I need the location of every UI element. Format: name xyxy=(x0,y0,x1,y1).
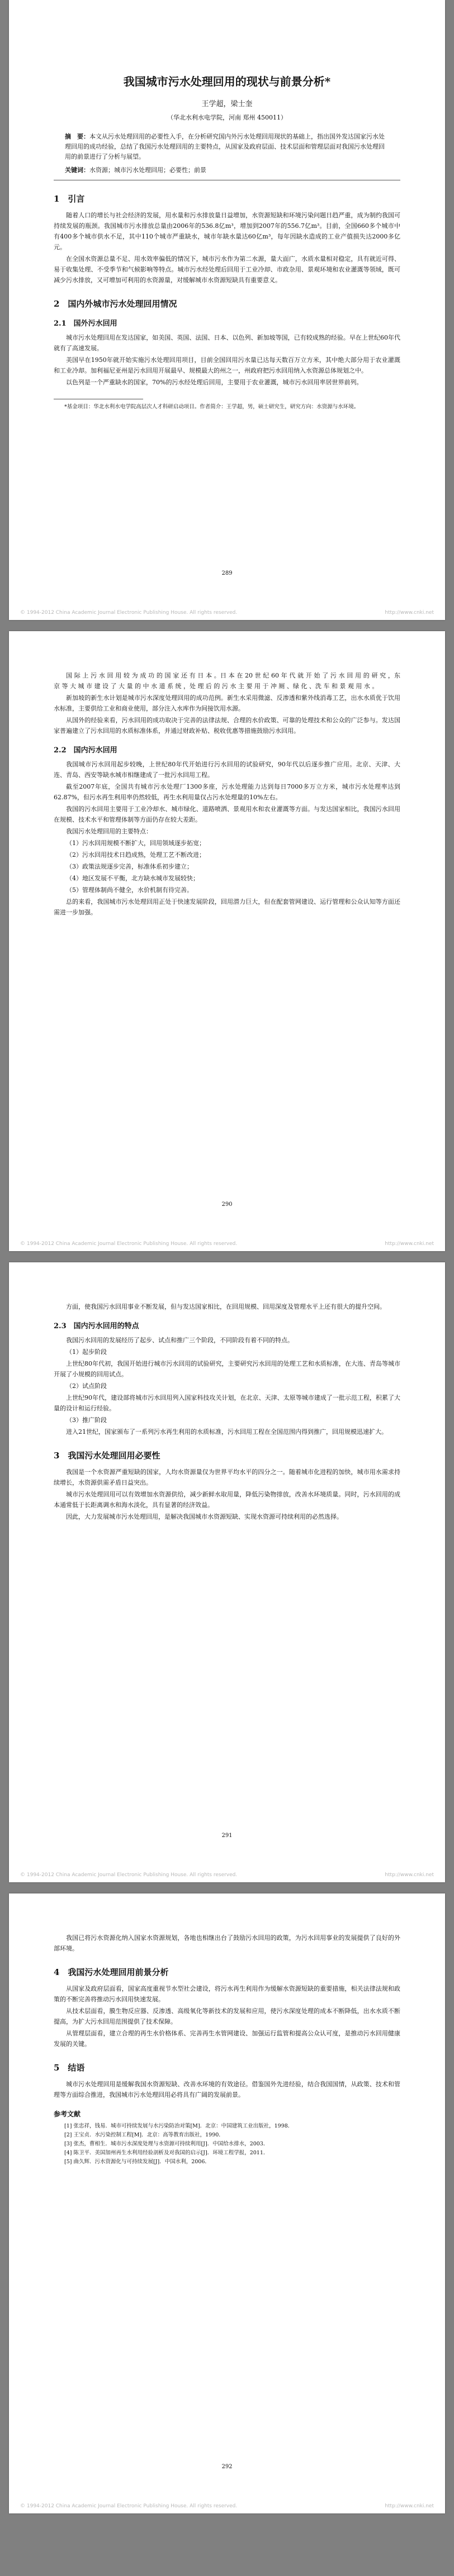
paper-authors: 王学超，梁士奎 xyxy=(201,100,253,108)
reference-item: [2] 王宝贞．水污染控制工程[M]．北京：高等教育出版社，1990． xyxy=(64,2132,224,2138)
subheading: （2）试点阶段 xyxy=(66,1382,107,1390)
watermark xyxy=(20,1241,434,1247)
watermark xyxy=(20,2503,434,2509)
section-4-heading: 4 我国污水处理回用前景分析 xyxy=(54,1967,169,1977)
paragraph: 我国城市污水回用起步较晚，上世纪80年代开始进行污水回用的试验研究，90年代以后逐步推广应用。北京、天津、大连、青岛、西安等缺水城市相继建成了一批污水回用工程。 xyxy=(54,761,400,779)
watermark-url: http://www.cnki.net xyxy=(385,2503,434,2509)
watermark xyxy=(20,610,434,616)
paragraph: 方面，使我国污水回用事业不断发展，但与发达国家相比，在回用规模、回用深度及管理水平上还有很大的提升空间。 xyxy=(66,1303,386,1310)
abstract-text: 本文从污水处理回用的必要性入手，在分析研究国内外污水处理回用现状的基础上，指出国外发达国家污水处理回用的成功经验，总结了我国污水处理回用的主要特点，从国家及政府层面、技术层面和管理层面对我国污水处理回用的前景进行了分析与展望。 xyxy=(65,133,385,160)
paragraph: 从国家及政府层面看，国家高度重视节水型社会建设，将污水再生利用作为缓解水资源短缺的重要措施，相关法律法规和政策的不断完善将推动污水回用快速发展。 xyxy=(54,1985,400,2003)
paragraph: 总的来看，我国城市污水处理回用正处于快速发展阶段，回用潜力巨大，但在配套管网建设、运行管理和公众认知等方面还需进一步加强。 xyxy=(54,898,400,916)
watermark-url: http://www.cnki.net xyxy=(385,610,434,616)
section-5-heading: 5 结语 xyxy=(54,2063,85,2073)
keywords-label: 关键词： xyxy=(65,166,89,174)
paragraph: 在全国水资源总量不足、用水效率偏低的情况下，城市污水作为第二水源，量大面广，水质水量相对稳定，具有就近可得、易于收集处理、不受季节和气候影响等特点。城市污水经处理后回用于工业冷却、市政杂用、景观环境和农业灌溉等领域，既可减少污水排放，又可增加可利用的水资源量，对缓解城市水资源短缺具有重要意义。 xyxy=(54,255,400,284)
paragraph: 以色列是一个严重缺水的国家，70%的污水经处理后回用，主要用于农业灌溉，城市污水回用率居世界前列。 xyxy=(66,379,363,386)
paragraph: 从国外的经验来看，污水回用的成功取决于完善的法律法规、合理的水价政策、可靠的处理技术和公众的广泛参与。发达国家普遍建立了污水回用的水质标准体系，并通过财政补贴、税收优惠等措施鼓励污水回用。 xyxy=(54,717,400,734)
watermark-url: http://www.cnki.net xyxy=(385,1872,434,1878)
section-2-1-heading: 2.1 国外污水回用 xyxy=(54,319,117,328)
list-heading: 我国污水处理回用的主要特点： xyxy=(66,828,152,835)
page-4 xyxy=(9,1893,445,2513)
paragraph: 从管理层面看，建立合理的再生水价格体系、完善再生水管网建设、加强运行监管和提高公众认可度，是推动污水回用健康发展的关键。 xyxy=(54,2030,400,2048)
page-2 xyxy=(9,631,445,1251)
reference-item: [5] 曲久辉．污水资源化与可持续发展[J]．中国水利，2006． xyxy=(64,2159,210,2165)
watermark-copyright: © 1994-2012 China Academic Journal Electronic Publishing House. All rights reserved. xyxy=(20,1241,238,1247)
page-1 xyxy=(9,0,445,620)
paragraph: 我国是一个水资源严重短缺的国家，人均水资源量仅为世界平均水平的四分之一。随着城市化进程的加快，城市用水需求持续增长，水资源供需矛盾日益突出。 xyxy=(54,1468,400,1486)
keywords xyxy=(65,165,389,175)
page-number: 292 xyxy=(221,2464,233,2470)
paragraph: 进入21世纪，国家颁布了一系列污水再生利用的水质标准，污水回用工程在全国范围内得到推广，回用规模迅速扩大。 xyxy=(66,1428,387,1435)
paper-title: 我国城市污水处理回用的现状与前景分析* xyxy=(123,75,331,88)
keywords-text: 水资源；城市污水处理回用；必要性；前景 xyxy=(89,166,206,174)
list-item: （4）地区发展不平衡，北方缺水城市发展较快； xyxy=(66,875,199,882)
watermark-copyright: © 1994-2012 China Academic Journal Electronic Publishing House. All rights reserved. xyxy=(20,2503,238,2509)
paragraph: 截至2007年底，全国共有城市污水处理厂1300多座，污水处理能力达到每日7000多万立方米，城市污水处理率达到62.87%，但污水再生利用率仍然较低，再生水利用量仅占污水处理量的10%左右。 xyxy=(54,783,400,801)
list-item: （1）污水回用规模不断扩大，回用领域逐步拓宽； xyxy=(66,839,205,847)
subheading: （1）起步阶段 xyxy=(66,1348,107,1356)
subheading: （3）推广阶段 xyxy=(66,1416,107,1424)
paragraph: 从技术层面看，膜生物反应器、反渗透、高级氧化等新技术的发展和应用，使污水深度处理的成本不断降低，出水水质不断提高，为扩大污水回用范围提供了技术保障。 xyxy=(54,2007,400,2025)
page-number: 289 xyxy=(221,570,233,576)
list-item: （2）污水回用技术日趋成熟，处理工艺不断改进； xyxy=(66,851,205,858)
page-3 xyxy=(9,1262,445,1882)
paragraph: 新加坡的新生水计划是城市污水深度处理回用的成功范例。新生水采用微滤、反渗透和紫外线消毒工艺，出水水质优于饮用水标准，主要供给工业和商业使用，部分注入水库作为间接饮用水源。 xyxy=(54,694,400,712)
paragraph: 城市污水处理回用在发达国家，如美国、英国、法国、日本、以色列、新加坡等国，已有较成熟的经验。早在上世纪60年代就有了高速发展。 xyxy=(54,334,400,352)
section-2-2-heading: 2.2 国内污水回用 xyxy=(54,746,117,755)
paragraph: 我国的污水回用主要用于工业冷却水、城市绿化、道路喷洒、景观用水和农业灌溉等方面。与发达国家相比，我国污水回用在规模、技术水平和管理体制等方面仍存在较大差距。 xyxy=(54,805,400,823)
abstract-label: 摘 要： xyxy=(65,133,89,140)
footnote: *基金项目：华北水利水电学院高层次人才科研启动项目。作者简介：王学超，男，硕士研究生，研究方向：水资源与水环境。 xyxy=(64,404,360,410)
paragraph: 美国早在1950年就开始实施污水处理回用项目，目前全国回用污水量已达每天数百万立方米，其中绝大部分用于农业灌溉和工业冷却。加利福尼亚州是污水回用开展最早、规模最大的州之一，州政府把污水回用纳入水资源总体规划之中。 xyxy=(54,356,400,374)
paragraph: 上世纪80年代初，我国开始进行城市污水回用的试验研究，主要研究污水回用的处理工艺和水质标准，在大连、青岛等城市开展了小规模的回用试点。 xyxy=(54,1360,400,1378)
watermark-url: http://www.cnki.net xyxy=(385,1241,434,1247)
paragraph: 国 际 上 污 水 回 用 较 为 成 功 的 国 家 还 有 日 本 。日 本 在 20 世 纪 60 年 代 就 开 始 了 污 水 回 用 的 研 究 ，东 京 等 大 城 市 建 设 了 大 量 的 中 水 道 系 统 ，处 理 后 的 污 水 主 要 用 于 冲 厕 、绿 化 、洗 车 和 景 观 用 水 。 xyxy=(54,672,400,690)
paragraph: 上世纪90年代，建设部将城市污水回用列入国家科技攻关计划，在北京、天津、太原等城市建成了一批示范工程，积累了大量的设计和运行经验。 xyxy=(54,1394,400,1412)
paragraph: 我国污水回用的发展经历了起步、试点和推广三个阶段，不同阶段有着不同的特点。 xyxy=(66,1337,294,1344)
paragraph: 随着人口的增长与社会经济的发展，用水量和污水排放量日益增加，水资源短缺和环境污染问题日趋严重，成为制约我国可持续发展的瓶颈。我国城市污水排放总量由2006年的536.8亿m³，增加到2007年的556.7亿m³。目前，全国660多个城市中有400多个城市供水不足，其中110个城市严重缺水，城市年缺水量达60亿m³，每年因缺水造成的工业产值损失达2000多亿元。 xyxy=(54,212,400,251)
reference-item: [1] 张忠祥，钱易．城市可持续发展与水污染防治对策[M]．北京：中国建筑工业出版社，1998． xyxy=(64,2123,294,2129)
section-2-heading: 2 国内外城市污水处理回用情况 xyxy=(54,299,177,309)
section-3-heading: 3 我国污水处理回用必要性 xyxy=(54,1451,160,1461)
paragraph: 因此，大力发展城市污水处理回用，是解决我国城市水资源短缺、实现水资源可持续利用的必然选择。 xyxy=(66,1513,343,1520)
paragraph: 城市污水处理回用是缓解我国水资源短缺、改善水环境的有效途径。借鉴国外先进经验，结合我国国情，从政策、技术和管理等方面综合推进，我国城市污水处理回用必将具有广阔的发展前景。 xyxy=(54,2081,400,2098)
page-number: 290 xyxy=(221,1201,233,1208)
watermark-copyright: © 1994-2012 China Academic Journal Electronic Publishing House. All rights reserved. xyxy=(20,610,238,616)
paragraph: 城市污水处理回用可以有效增加水资源供给，减少新鲜水取用量，降低污染物排放，改善水环境质量。同时，污水回用的成本通常低于长距离调水和海水淡化，具有显著的经济效益。 xyxy=(54,1491,400,1509)
watermark xyxy=(20,1872,434,1878)
abstract xyxy=(65,132,389,162)
references-heading: 参考文献 xyxy=(54,2110,81,2118)
list-item: （3）政策法规逐步完善，标准体系初步建立； xyxy=(66,863,193,870)
reference-item: [4] 陈卫平．美国加州再生水利用经验剖析及对我国的启示[J]．环境工程学报，2011． xyxy=(64,2150,269,2156)
reference-item: [3] 张杰，曹相生．城市污水深度处理与水资源可持续利用[J]．中国给水排水，2003． xyxy=(64,2141,269,2147)
section-2-3-heading: 2.3 国内污水回用的特点 xyxy=(54,1322,139,1330)
section-1-heading: 1 引言 xyxy=(54,194,85,204)
list-item: （5）管理体制尚不健全，水价机制有待完善。 xyxy=(66,886,193,894)
page-number: 291 xyxy=(221,1833,233,1839)
paper-affiliation: （华北水利水电学院，河南 郑州 450011） xyxy=(167,114,287,121)
watermark-copyright: © 1994-2012 China Academic Journal Electronic Publishing House. All rights reserved. xyxy=(20,1872,238,1878)
paragraph: 我国已将污水资源化纳入国家水资源规划，各地也相继出台了鼓励污水回用的政策，为污水回用事业的发展提供了良好的外部环境。 xyxy=(54,1934,400,1952)
